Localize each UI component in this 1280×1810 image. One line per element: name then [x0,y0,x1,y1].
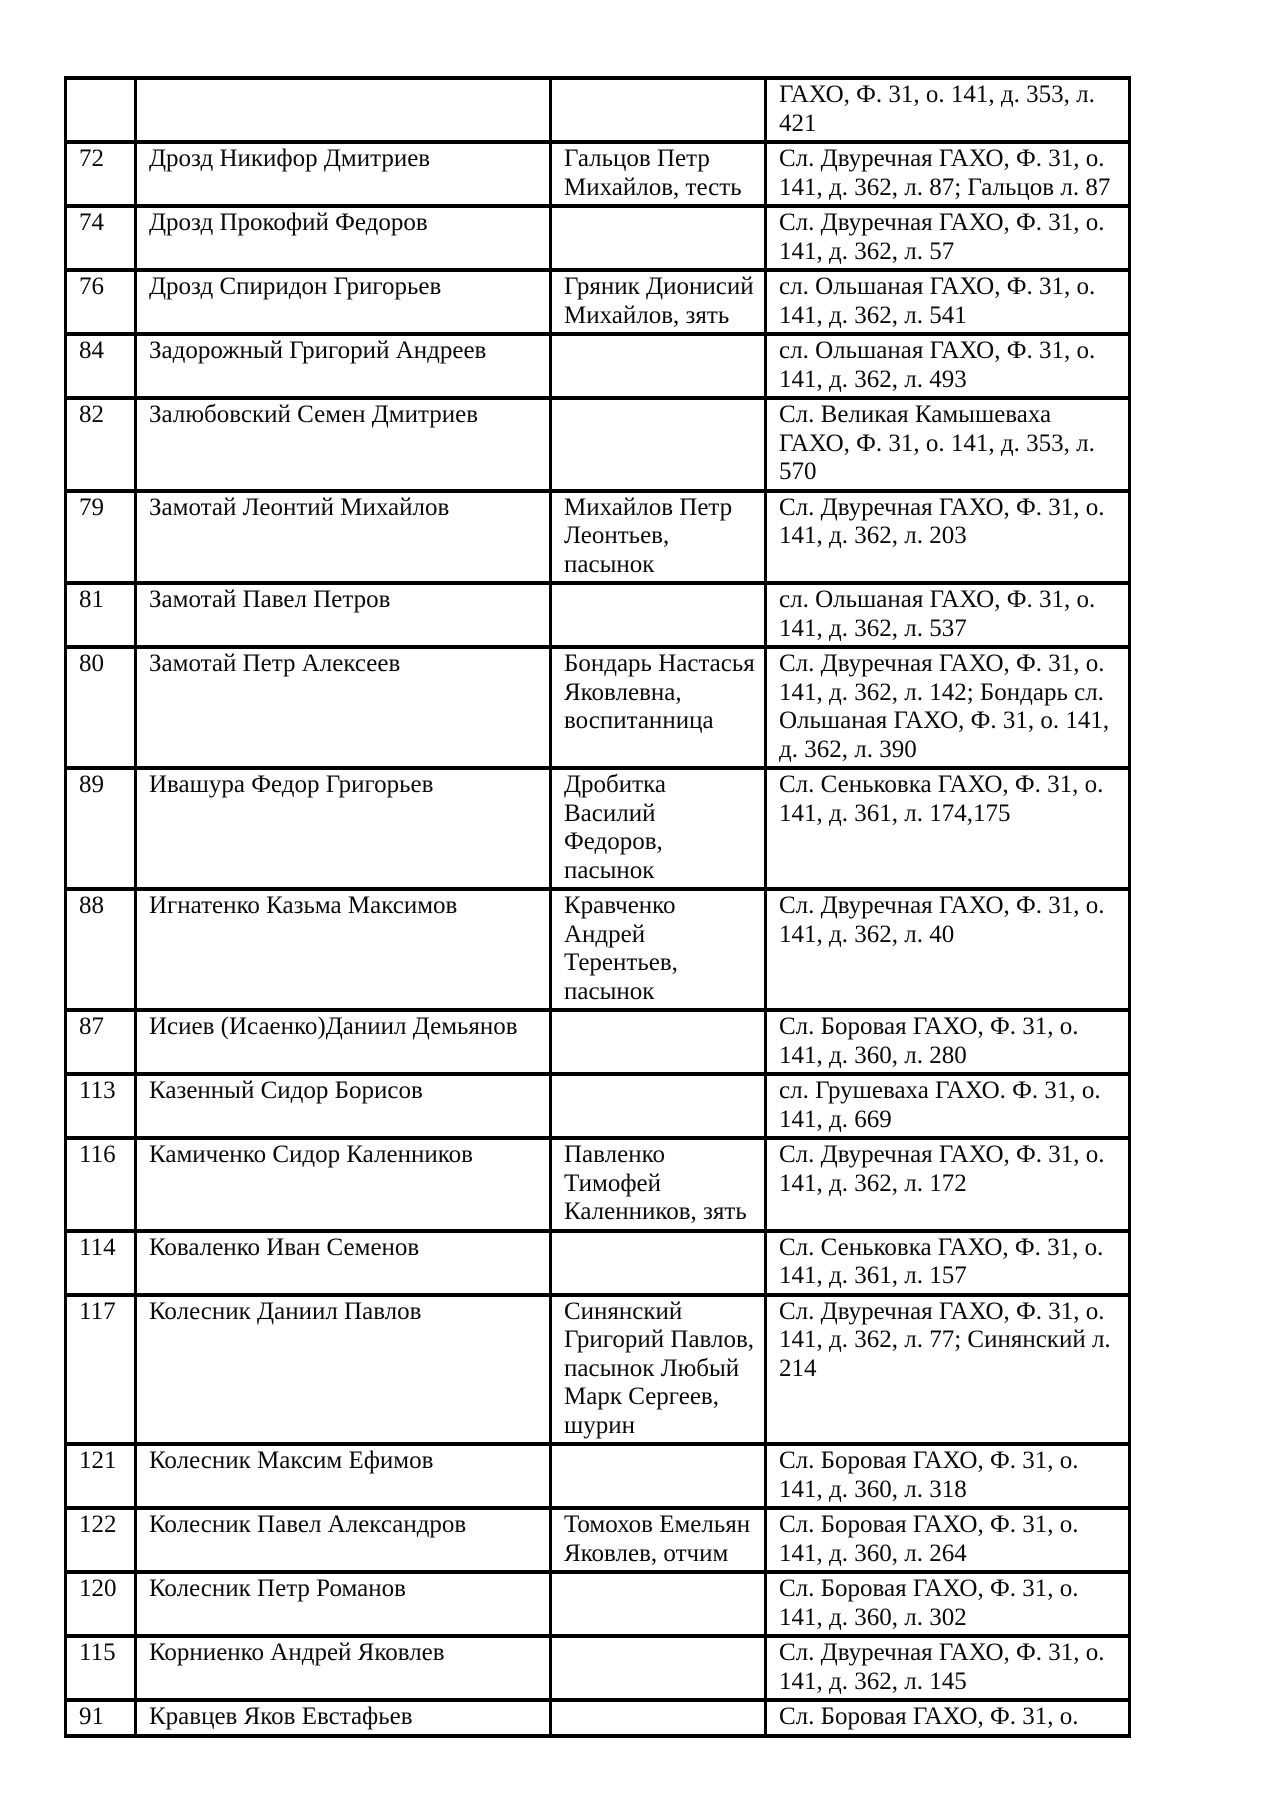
relative-cell: Гальцов Петр Михайлов, тесть [551,142,766,206]
row-number-cell: 74 [66,206,136,270]
person-name-cell: Дрозд Спиридон Григорьев [136,270,551,334]
archive-reference-cell: Сл. Боровая ГАХО, Ф. 31, о. 141, д. 360, л. 280 [766,1010,1130,1074]
archive-reference-cell: Сл. Боровая ГАХО, Ф. 31, о. [766,1700,1130,1736]
person-name-cell: Дрозд Прокофий Федоров [136,206,551,270]
archive-reference-cell: Сл. Двуречная ГАХО, Ф. 31, о. 141, д. 362, л. 57 [766,206,1130,270]
table-row [66,206,1130,270]
person-name-cell: Колесник Павел Александров [136,1508,551,1572]
table-row [66,1572,1130,1636]
archive-reference-cell: сл. Грушеваха ГАХО. Ф. 31, о. 141, д. 669 [766,1074,1130,1138]
person-name-cell: Замотай Петр Алексеев [136,647,551,768]
row-number-cell: 121 [66,1444,136,1508]
person-name-cell: Казенный Сидор Борисов [136,1074,551,1138]
relative-cell [551,1074,766,1138]
archive-reference-cell: Сл. Двуречная ГАХО, Ф. 31, о. 141, д. 362, л. 87; Гальцов л. 87 [766,142,1130,206]
person-name-cell: Колесник Петр Романов [136,1572,551,1636]
records-table-container [64,76,1131,1738]
table-row [66,1138,1130,1231]
person-name-cell: Дрозд Никифор Дмитриев [136,142,551,206]
row-number-cell [66,78,136,142]
row-number-cell: 122 [66,1508,136,1572]
archive-reference-cell: сл. Ольшаная ГАХО, Ф. 31, о. 141, д. 362, л. 541 [766,270,1130,334]
relative-cell [551,1636,766,1700]
row-number-cell: 81 [66,583,136,647]
row-number-cell: 120 [66,1572,136,1636]
relative-cell: Томохов Емельян Яковлев, отчим [551,1508,766,1572]
relative-cell [551,1231,766,1295]
table-row [66,1700,1130,1736]
person-name-cell: Коваленко Иван Семенов [136,1231,551,1295]
archive-reference-cell: Сл. Двуречная ГАХО, Ф. 31, о. 141, д. 362, л. 142; Бондарь сл. Ольшаная ГАХО, Ф. 31, о. 141, д. 362, л. 390 [766,647,1130,768]
table-row [66,78,1130,142]
relative-cell: Михайлов Петр Леонтьев, пасынок [551,491,766,584]
records-table [64,76,1131,1738]
relative-cell [551,334,766,398]
archive-reference-cell: Сл. Двуречная ГАХО, Ф. 31, о. 141, д. 362, л. 77; Синянский л. 214 [766,1295,1130,1445]
row-number-cell: 79 [66,491,136,584]
archive-reference-cell: сл. Ольшаная ГАХО, Ф. 31, о. 141, д. 362, л. 493 [766,334,1130,398]
person-name-cell: Замотай Павел Петров [136,583,551,647]
table-row [66,142,1130,206]
row-number-cell: 87 [66,1010,136,1074]
archive-reference-cell: Сл. Двуречная ГАХО, Ф. 31, о. 141, д. 362, л. 40 [766,889,1130,1010]
row-number-cell: 82 [66,398,136,491]
archive-reference-cell: Сл. Сеньковка ГАХО, Ф. 31, о. 141, д. 361, л. 174,175 [766,768,1130,889]
row-number-cell: 114 [66,1231,136,1295]
person-name-cell: Задорожный Григорий Андреев [136,334,551,398]
relative-cell [551,78,766,142]
table-row [66,1231,1130,1295]
person-name-cell: Колесник Максим Ефимов [136,1444,551,1508]
relative-cell [551,398,766,491]
row-number-cell: 76 [66,270,136,334]
archive-reference-cell: Сл. Сеньковка ГАХО, Ф. 31, о. 141, д. 361, л. 157 [766,1231,1130,1295]
archive-reference-cell: Сл. Боровая ГАХО, Ф. 31, о. 141, д. 360, л. 318 [766,1444,1130,1508]
archive-reference-cell: Сл. Двуречная ГАХО, Ф. 31, о. 141, д. 362, л. 203 [766,491,1130,584]
table-row [66,398,1130,491]
row-number-cell: 84 [66,334,136,398]
table-row [66,583,1130,647]
row-number-cell: 91 [66,1700,136,1736]
person-name-cell: Игнатенко Казьма Максимов [136,889,551,1010]
table-row [66,1074,1130,1138]
relative-cell [551,1572,766,1636]
table-row [66,768,1130,889]
relative-cell: Кравченко Андрей Терентьев, пасынок [551,889,766,1010]
person-name-cell [136,78,551,142]
row-number-cell: 89 [66,768,136,889]
relative-cell [551,1700,766,1736]
table-body [66,78,1130,1736]
archive-reference-cell: сл. Ольшаная ГАХО, Ф. 31, о. 141, д. 362, л. 537 [766,583,1130,647]
relative-cell: Дробитка Василий Федоров, пасынок [551,768,766,889]
table-row [66,1444,1130,1508]
person-name-cell: Залюбовский Семен Дмитриев [136,398,551,491]
relative-cell: Бондарь Настасья Яковлевна, воспитанница [551,647,766,768]
archive-reference-cell: ГАХО, Ф. 31, о. 141, д. 353, л. 421 [766,78,1130,142]
person-name-cell: Исиев (Исаенко)Даниил Демьянов [136,1010,551,1074]
row-number-cell: 113 [66,1074,136,1138]
person-name-cell: Корниенко Андрей Яковлев [136,1636,551,1700]
table-row [66,889,1130,1010]
archive-reference-cell: Сл. Боровая ГАХО, Ф. 31, о. 141, д. 360, л. 302 [766,1572,1130,1636]
relative-cell [551,583,766,647]
archive-reference-cell: Сл. Боровая ГАХО, Ф. 31, о. 141, д. 360, л. 264 [766,1508,1130,1572]
person-name-cell: Ивашура Федор Григорьев [136,768,551,889]
relative-cell [551,1010,766,1074]
archive-reference-cell: Сл. Великая Камышеваха ГАХО, Ф. 31, о. 141, д. 353, л. 570 [766,398,1130,491]
table-row [66,334,1130,398]
row-number-cell: 117 [66,1295,136,1445]
relative-cell: Павленко Тимофей Каленников, зять [551,1138,766,1231]
row-number-cell: 116 [66,1138,136,1231]
table-row [66,1295,1130,1445]
row-number-cell: 115 [66,1636,136,1700]
relative-cell: Синянский Григорий Павлов, пасынок Любый Марк Сергеев, шурин [551,1295,766,1445]
person-name-cell: Замотай Леонтий Михайлов [136,491,551,584]
row-number-cell: 72 [66,142,136,206]
archive-reference-cell: Сл. Двуречная ГАХО, Ф. 31, о. 141, д. 362, л. 172 [766,1138,1130,1231]
row-number-cell: 88 [66,889,136,1010]
person-name-cell: Колесник Даниил Павлов [136,1295,551,1445]
relative-cell: Гряник Дионисий Михайлов, зять [551,270,766,334]
table-row [66,647,1130,768]
archive-reference-cell: Сл. Двуречная ГАХО, Ф. 31, о. 141, д. 362, л. 145 [766,1636,1130,1700]
relative-cell [551,1444,766,1508]
table-row [66,491,1130,584]
table-row [66,270,1130,334]
table-row [66,1636,1130,1700]
person-name-cell: Камиченко Сидор Каленников [136,1138,551,1231]
table-row [66,1508,1130,1572]
row-number-cell: 80 [66,647,136,768]
relative-cell [551,206,766,270]
person-name-cell: Кравцев Яков Евстафьев [136,1700,551,1736]
table-row [66,1010,1130,1074]
